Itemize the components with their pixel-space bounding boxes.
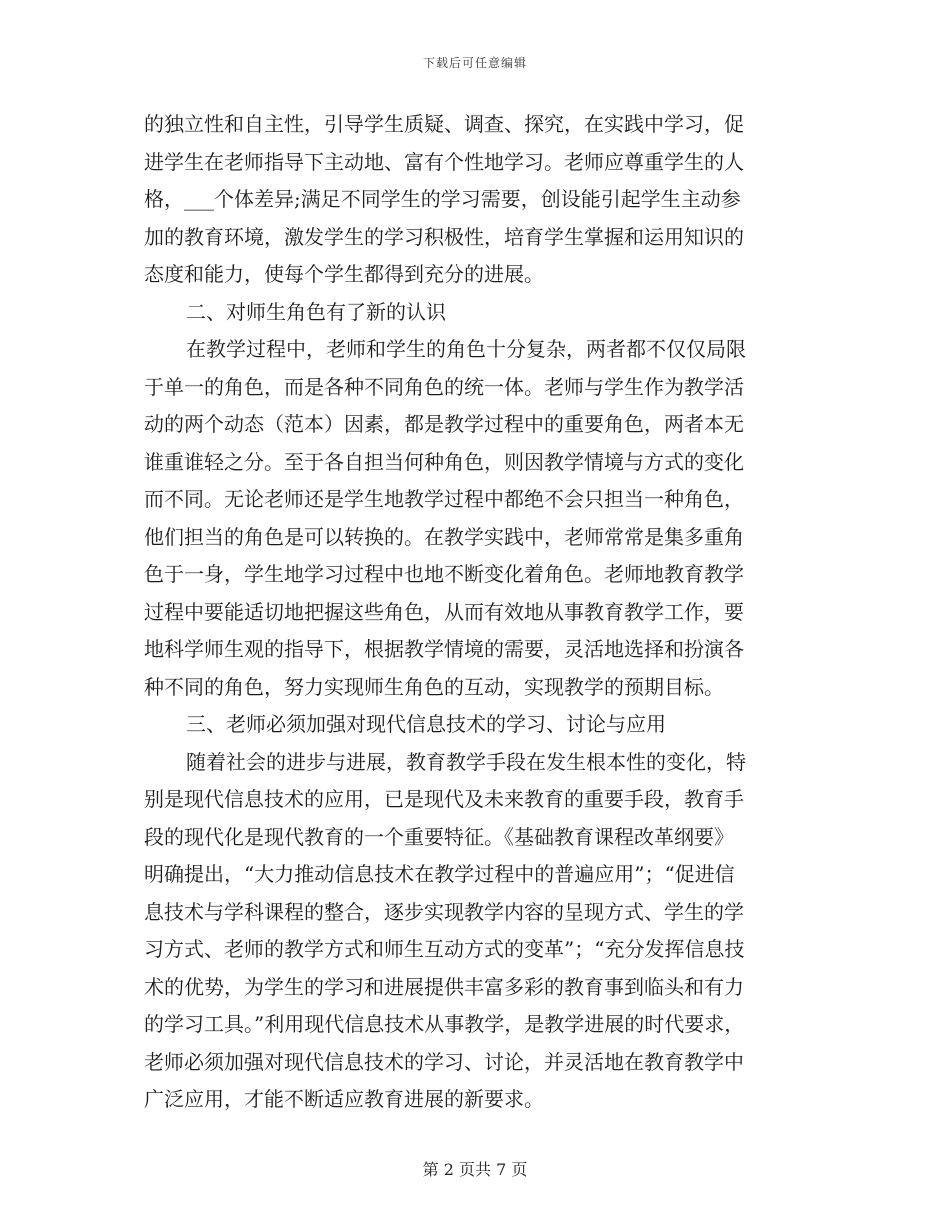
page-header: 下载后可任意编辑 (422, 56, 527, 70)
text-line: 态度和能力，使每个学生都得到充分的进展。 (144, 262, 544, 286)
text-line: 他们担当的角色是可以转换的。在教学实践中，老师常常是集多重角 (144, 524, 744, 549)
text-line: 种不同的角色，努力实现师生角色的互动，实现教学的预期目标。 (144, 674, 724, 699)
text-line: 息技术与学科课程的整合，逐步实现教学内容的呈现方式、学生的学 (144, 899, 744, 924)
text-line: 老师必须加强对现代信息技术的学习、讨论，并灵活地在教育教学中 (144, 1049, 744, 1074)
text-line: 而不同。无论老师还是学生地教学过程中都绝不会只担当一种角色， (144, 487, 744, 511)
text-line: 明确提出，“大力推动信息技术在教学过程中的普遍应用”；“促进信 (144, 862, 735, 886)
text-line: 过程中要能适切地把握这些角色，从而有效地从事教育教学工作，要 (144, 599, 744, 624)
paragraph-start: 随着社会的进步与进展，教育教学手段在发生根本性的变化，特 (186, 749, 746, 774)
text-line: 进学生在老师指导下主动地、富有个性地学习。老师应尊重学生的人 (144, 149, 744, 174)
text-line: 格，___个体差异;满足不同学生的学习需要，创设能引起学生主动参 (144, 187, 741, 211)
text-line: 色于一身，学生地学习过程中也地不断变化着角色。老师地教育教学 (144, 562, 744, 586)
text-line: 术的优势，为学生的学习和进展提供丰富多彩的教育事到临头和有力 (144, 974, 744, 999)
text-line: 的独立性和自主性，引导学生质疑、调查、探究，在实践中学习，促 (144, 112, 744, 136)
text-line: 习方式、老师的教学方式和师生互动方式的变革”；“充分发挥信息技 (144, 937, 745, 961)
paragraph-start: 在教学过程中，老师和学生的角色十分复杂，两者都不仅仅局限 (186, 337, 746, 361)
text-line: 谁重谁轻之分。至于各自担当何种角色，则因教学情境与方式的变化 (144, 449, 744, 474)
text-line: 的学习工具。”利用现代信息技术从事教学，是教学进展的时代要求， (144, 1012, 745, 1036)
text-line: 动的两个动态（范本）因素，都是教学过程中的重要角色，两者本无 (144, 412, 744, 436)
text-line: 于单一的角色，而是各种不同角色的统一体。老师与学生作为教学活 (144, 374, 744, 399)
section-heading: 三、老师必须加强对现代信息技术的学习、讨论与应用 (186, 712, 666, 736)
text-line: 加的教育环境，激发学生的学习积极性，培育学生掌握和运用知识的 (144, 224, 744, 249)
section-heading: 二、对师生角色有了新的认识 (186, 299, 446, 324)
page-footer: 第 2 页共 7 页 (422, 1160, 528, 1179)
document-body (144, 106, 808, 1119)
text-line: 广泛应用，才能不断适应教育进展的新要求。 (144, 1087, 544, 1111)
text-line: 地科学师生观的指导下，根据教学情境的需要，灵活地选择和扮演各 (144, 637, 744, 661)
text-line: 段的现代化是现代教育的一个重要特征。《基础教育课程改革纲要》 (144, 824, 734, 849)
text-line: 别是现代信息技术的应用，已是现代及未来教育的重要手段，教育手 (144, 787, 744, 811)
